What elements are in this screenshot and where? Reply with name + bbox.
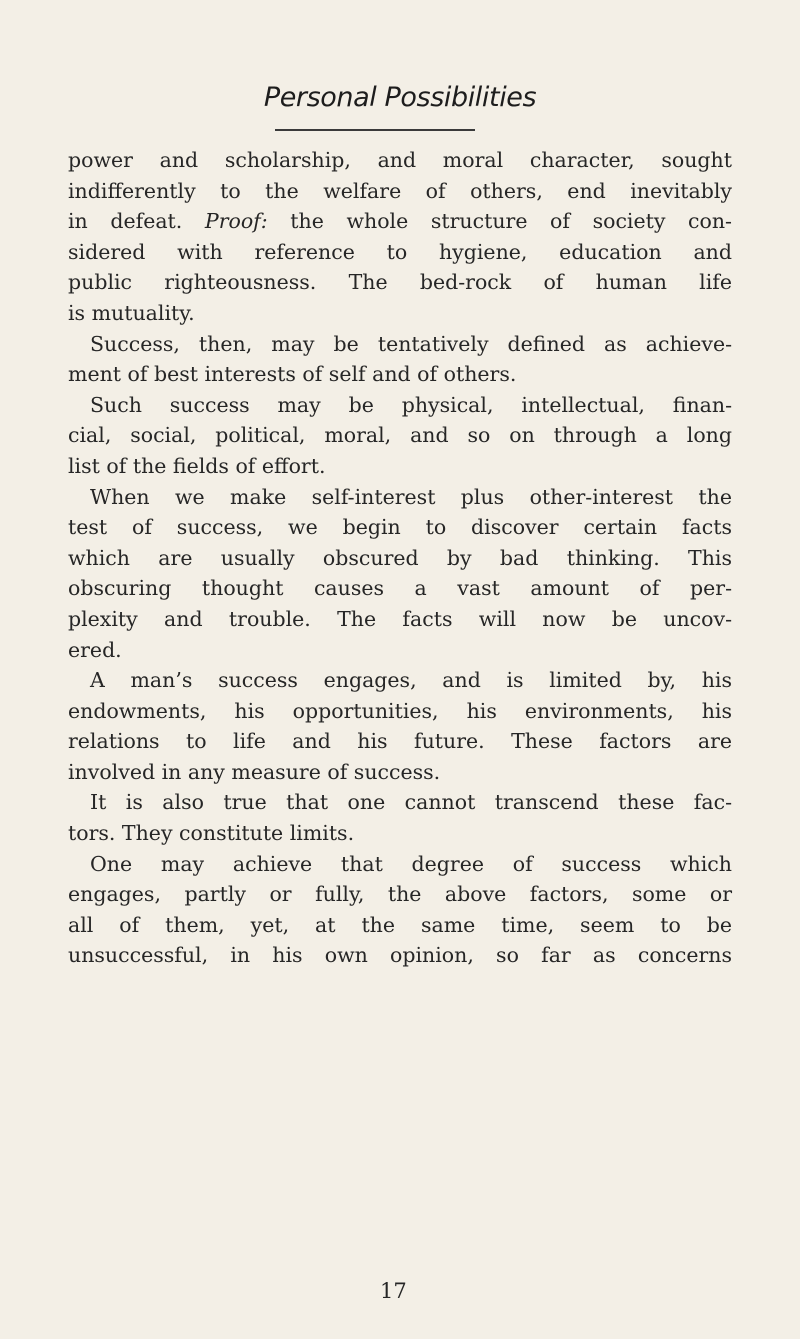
- text-line: When we make self-interest plus other-interest the: [90, 484, 732, 509]
- paragraph-1: [68, 145, 732, 329]
- text-line: ment of best interests of self and of others.: [68, 362, 517, 387]
- text-line: which are usually obscured by bad thinking. This: [68, 545, 732, 570]
- text-line: endowments, his opportunities, his environments, his: [68, 698, 732, 723]
- paragraph-5: [68, 665, 732, 787]
- text-line: unsuccessful, in his own opinion, so far as concerns: [68, 943, 732, 968]
- text-line: Success, then, may be tentatively defined as achieve-: [90, 331, 732, 356]
- text-line: [68, 206, 732, 237]
- text-line: public righteousness. The bed-rock of human life: [68, 270, 732, 295]
- text-line: obscuring thought causes a vast amount of per-: [68, 576, 732, 601]
- text-line: cial, social, political, moral, and so on through a long: [68, 423, 732, 448]
- text-line: A man’s success engages, and is limited by, his: [90, 668, 732, 693]
- running-head: Personal Possibilities: [263, 82, 537, 113]
- page-number: 17: [380, 1279, 407, 1303]
- text-fragment: the whole structure of society con-: [267, 209, 732, 234]
- text-line: relations to life and his future. These factors are: [68, 729, 732, 754]
- text-line: tors. They constitute limits.: [68, 821, 355, 846]
- text-line: One may achieve that degree of success which: [90, 851, 732, 876]
- text-line: involved in any measure of success.: [68, 759, 441, 784]
- emphasis-proof: Proof:: [204, 209, 268, 234]
- text-line: plexity and trouble. The facts will now be uncov-: [68, 606, 732, 631]
- paragraph-6: [68, 787, 732, 848]
- text-line: all of them, yet, at the same time, seem to be: [68, 912, 732, 937]
- paragraph-4: [68, 482, 732, 666]
- text-line: test of success, we begin to discover certain facts: [68, 515, 732, 540]
- text-line: power and scholarship, and moral character, sought: [68, 148, 732, 172]
- paragraph-3: [68, 390, 732, 482]
- text-line: engages, partly or fully, the above factors, some or: [68, 882, 732, 907]
- header-rule: [275, 129, 475, 131]
- text-line: ered.: [68, 637, 122, 662]
- body-text: [68, 145, 732, 971]
- text-line: is mutuality.: [68, 300, 195, 325]
- text-line: list of the fields of effort.: [68, 453, 326, 478]
- text-line: It is also true that one cannot transcend these fac-: [90, 790, 732, 815]
- paragraph-7: [68, 849, 732, 971]
- text-fragment: in defeat.: [68, 209, 205, 234]
- paragraph-2: [68, 329, 732, 390]
- text-line: indifferently to the welfare of others, end inevitably: [68, 178, 732, 203]
- text-line: sidered with reference to hygiene, education and: [68, 239, 732, 264]
- text-line: Such success may be physical, intellectual, finan-: [90, 392, 732, 417]
